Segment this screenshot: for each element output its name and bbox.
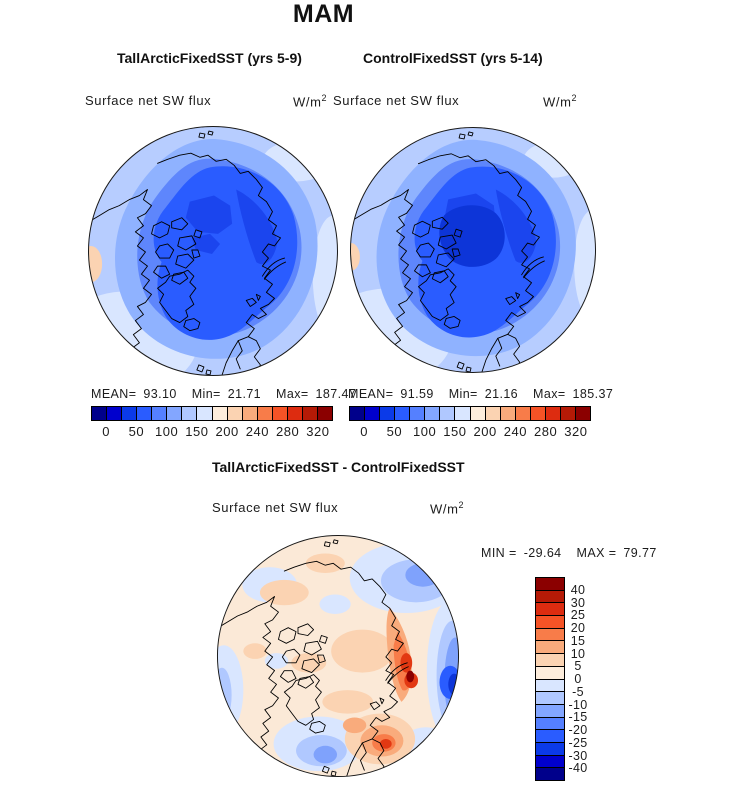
colorbar-cell <box>576 407 590 420</box>
colorbar-tick-label: 0 <box>574 672 582 686</box>
colorbar-cell <box>182 407 197 420</box>
units-exponent: 2 <box>458 500 465 510</box>
panel-title-diff: TallArcticFixedSST - ControlFixedSST <box>212 459 465 475</box>
units-base: W/m <box>430 501 459 517</box>
map-controlfixedsst <box>349 126 597 374</box>
colorbar-cell <box>395 407 410 420</box>
colorbar-ticks-control <box>349 424 591 438</box>
colorbar-tick-label: 100 <box>413 424 437 439</box>
colorbar-cell <box>273 407 288 420</box>
colorbar-tick-label: -25 <box>568 735 588 750</box>
min-label: MIN = <box>481 546 517 560</box>
colorbar-tick-label: 320 <box>564 424 588 439</box>
colorbar-tick-label: 0 <box>102 424 110 439</box>
colorbar-tick-label: 280 <box>276 424 300 439</box>
colorbar-cell <box>380 407 395 420</box>
colorbar-cell <box>258 407 273 420</box>
colorbar-ticks-tall <box>91 424 333 438</box>
colorbar-cell <box>471 407 486 420</box>
max-value: 79.77 <box>623 546 657 560</box>
max-label: Max= <box>533 387 566 401</box>
colorbar-tick-label: 240 <box>245 424 269 439</box>
map-tallarcticfixedsst <box>87 125 339 377</box>
max-value: 185.37 <box>572 387 614 401</box>
colorbar-tick-label: 20 <box>570 621 586 635</box>
colorbar-ticks-diff <box>560 577 596 781</box>
colorbar-cell <box>152 407 167 420</box>
colorbar-tick-label: -10 <box>568 697 588 712</box>
colorbar-tick-label: 240 <box>503 424 527 439</box>
max-label: Max= <box>276 387 309 401</box>
colorbar-cell <box>228 407 243 420</box>
colorbar-tick-label: -15 <box>568 710 588 725</box>
colorbar-cell <box>350 407 365 420</box>
colorbar-tall <box>91 406 333 421</box>
colorbar-cell <box>486 407 501 420</box>
units-base: W/m <box>293 94 322 110</box>
min-value: -29.64 <box>523 546 562 560</box>
colorbar-tick-label: 5 <box>574 659 582 674</box>
colorbar-cell <box>365 407 380 420</box>
colorbar-cell <box>531 407 546 420</box>
colorbar-tick-label: 150 <box>185 424 209 439</box>
colorbar-tick-label: 320 <box>306 424 330 439</box>
colorbar-cell <box>197 407 212 420</box>
colorbar-cell <box>455 407 470 420</box>
colorbar-tick-label: 30 <box>570 595 586 610</box>
colorbar-cell <box>213 407 228 420</box>
colorbar-tick-label: -30 <box>568 748 588 763</box>
map-difference <box>216 534 460 778</box>
units-label-tall <box>293 93 327 109</box>
colorbar-tick-label: 50 <box>128 424 145 439</box>
field-label-tall: Surface net SW flux <box>85 93 212 108</box>
colorbar-cell <box>410 407 425 420</box>
units-exponent: 2 <box>571 93 578 103</box>
min-value: 21.16 <box>484 387 519 401</box>
colorbar-tick-label: 10 <box>570 646 586 661</box>
units-base: W/m <box>543 94 572 110</box>
mean-value: 91.59 <box>400 387 434 401</box>
colorbar-control <box>349 406 591 421</box>
colorbar-cell <box>318 407 332 420</box>
stats-control <box>348 387 613 401</box>
units-label-control <box>543 93 577 109</box>
panel-title-tall: TallArcticFixedSST (yrs 5-9) <box>117 50 302 66</box>
colorbar-cell <box>546 407 561 420</box>
mean-label: MEAN= <box>91 387 137 401</box>
colorbar-tick-label: 200 <box>215 424 239 439</box>
units-exponent: 2 <box>321 93 328 103</box>
colorbar-cell <box>561 407 576 420</box>
field-label-diff: Surface net SW flux <box>212 500 339 515</box>
colorbar-cell <box>107 407 122 420</box>
colorbar-cell <box>137 407 152 420</box>
colorbar-tick-label: -40 <box>568 761 588 776</box>
colorbar-cell <box>425 407 440 420</box>
colorbar-tick-label: -20 <box>568 723 588 737</box>
colorbar-tick-label: -5 <box>572 684 584 699</box>
min-label: Min= <box>448 387 478 401</box>
colorbar-tick-label: 0 <box>360 424 368 439</box>
colorbar-cell <box>167 407 182 420</box>
colorbar-tick-label: 280 <box>534 424 558 439</box>
colorbar-cell <box>516 407 531 420</box>
units-label-diff <box>430 500 464 516</box>
stats-diff <box>481 546 657 560</box>
colorbar-cell <box>243 407 258 420</box>
max-label: MAX = <box>576 546 617 560</box>
field-label-control: Surface net SW flux <box>333 93 460 108</box>
mean-value: 93.10 <box>143 387 177 401</box>
colorbar-cell <box>440 407 455 420</box>
mean-label: MEAN= <box>348 387 394 401</box>
colorbar-cell <box>501 407 516 420</box>
figure-title: MAM <box>292 0 355 28</box>
stats-tall <box>91 387 356 401</box>
colorbar-cell <box>303 407 318 420</box>
colorbar-tick-label: 25 <box>570 608 586 623</box>
colorbar-tick-label: 200 <box>473 424 497 439</box>
min-label: Min= <box>191 387 221 401</box>
colorbar-tick-label: 40 <box>570 582 586 597</box>
colorbar-cell <box>92 407 107 420</box>
colorbar-tick-label: 150 <box>443 424 467 439</box>
panel-title-control: ControlFixedSST (yrs 5-14) <box>363 50 543 66</box>
colorbar-tick-label: 50 <box>386 424 403 439</box>
colorbar-tick-label: 100 <box>155 424 179 439</box>
colorbar-tick-label: 15 <box>570 633 586 648</box>
min-value: 21.71 <box>227 387 262 401</box>
colorbar-cell <box>122 407 137 420</box>
colorbar-cell <box>288 407 303 420</box>
max-value: 187.47 <box>315 387 357 401</box>
